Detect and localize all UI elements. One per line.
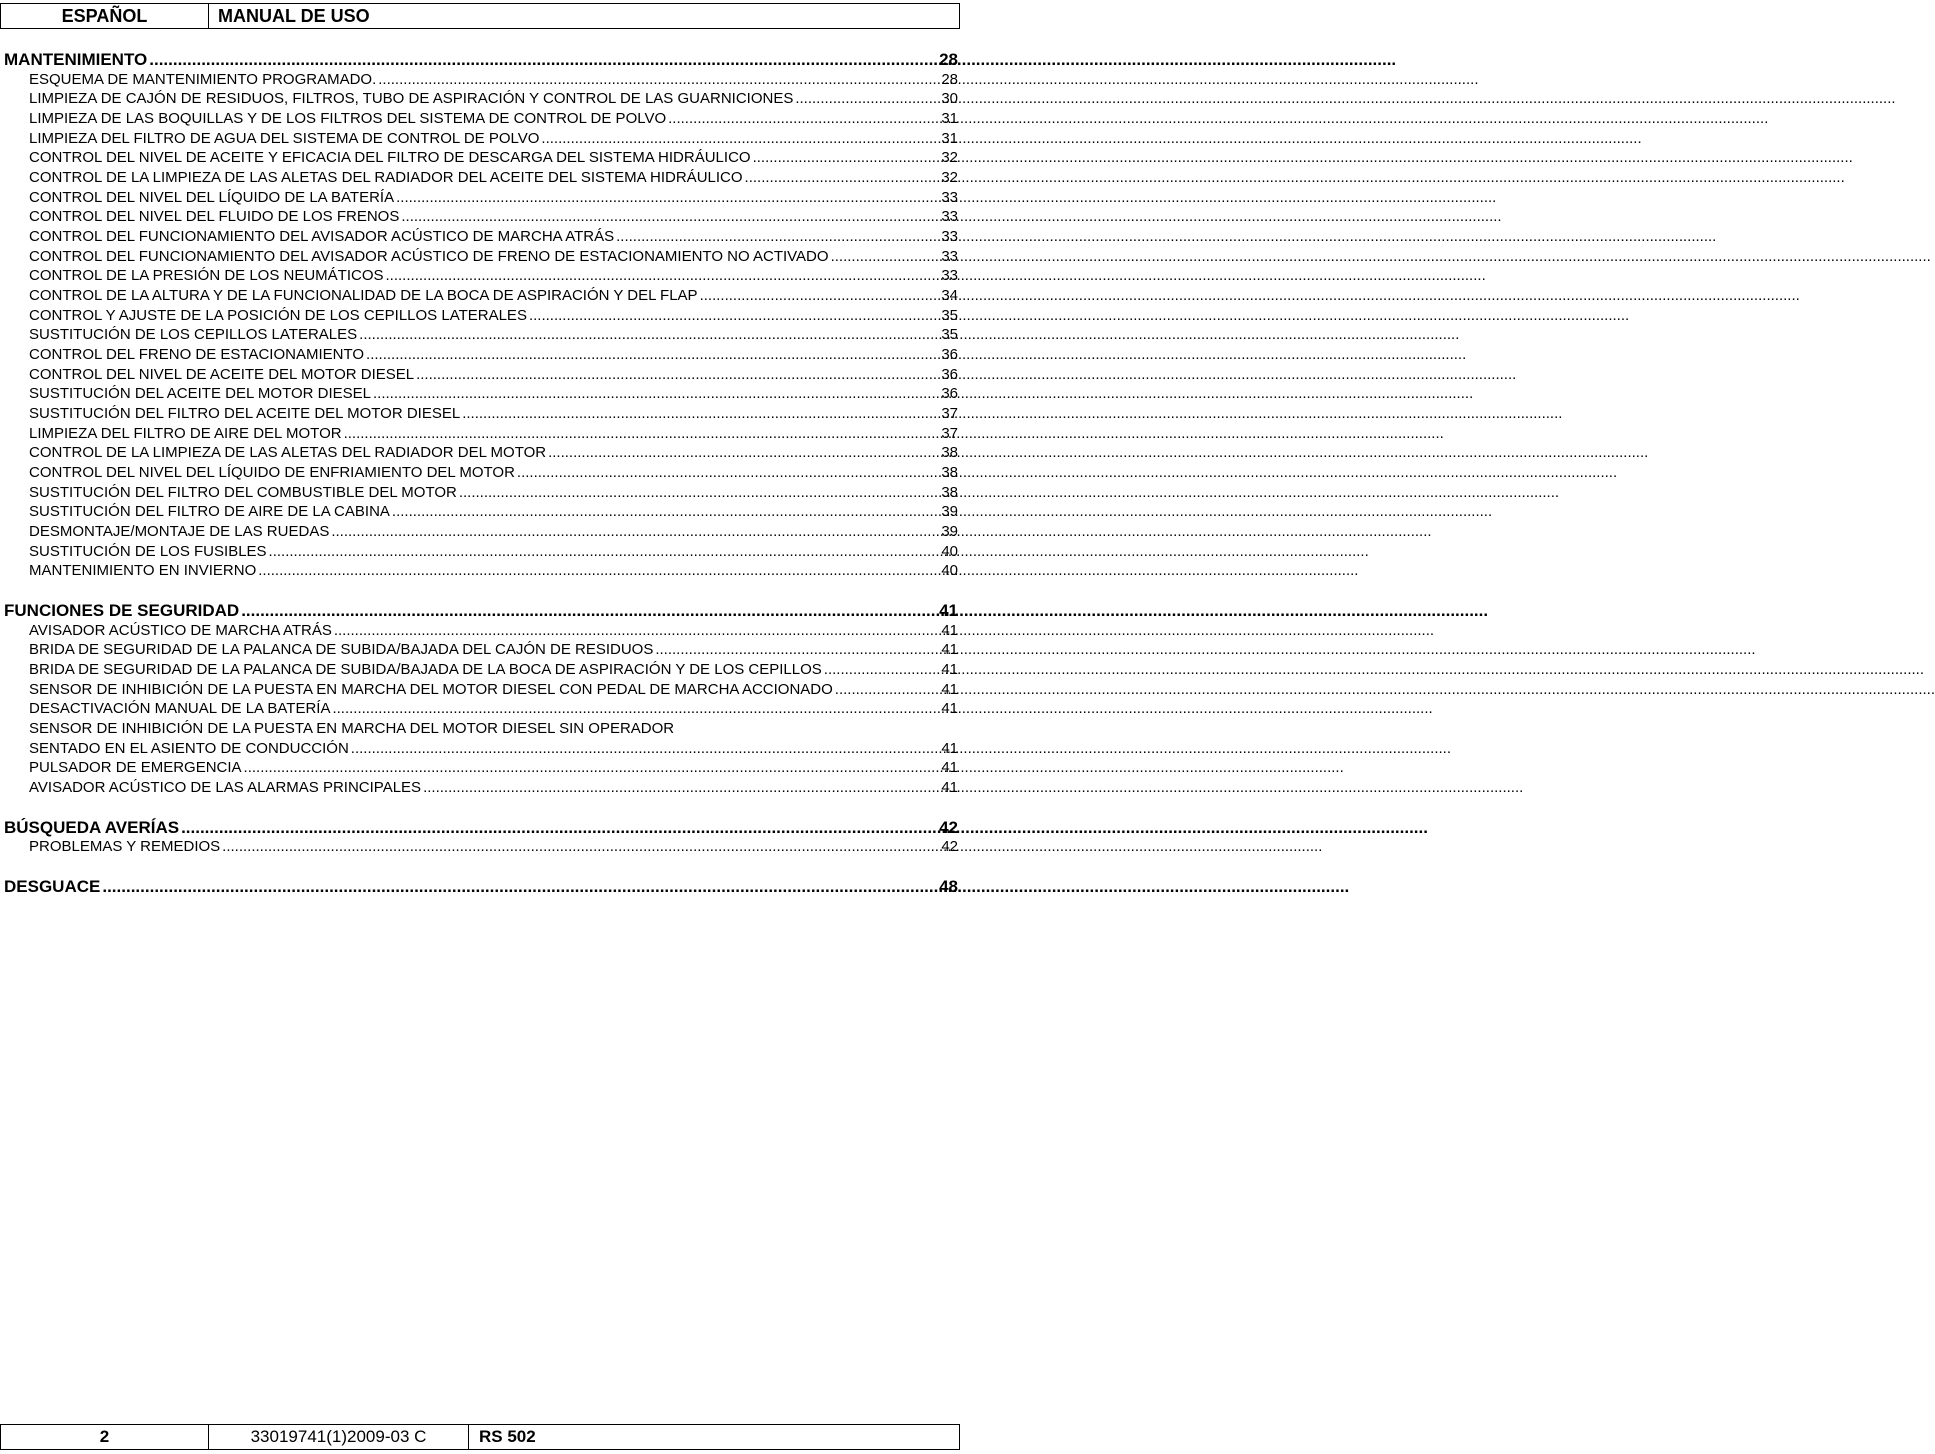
toc-leader-dots bbox=[423, 778, 939, 798]
toc-entry-page: 37 bbox=[941, 424, 958, 442]
toc-leader-dots bbox=[373, 384, 939, 404]
toc-leader-dots bbox=[386, 266, 940, 286]
toc-entry bbox=[29, 129, 958, 149]
toc-entry-label: CONTROL DEL NIVEL DE ACEITE DEL MOTOR DIESEL bbox=[29, 365, 415, 383]
toc-entry-label: DESACTIVACIÓN MANUAL DE LA BATERÍA bbox=[29, 700, 331, 718]
toc-leader-dots bbox=[258, 561, 939, 581]
toc-entry-label: SUSTITUCIÓN DEL FILTRO DE AIRE DE LA CABINA bbox=[29, 503, 390, 521]
toc-entry-page: 41 bbox=[941, 661, 958, 679]
toc-entry-label: CONTROL DEL FUNCIONAMIENTO DEL AVISADOR ACÚSTICO DE FRENO DE ESTACIONAMIENTO NO ACTIVADO bbox=[29, 247, 829, 265]
toc-leader-dots bbox=[517, 463, 939, 483]
toc-entry-label: CONTROL DE LA LIMPIEZA DE LAS ALETAS DEL RADIADOR DEL ACEITE DEL SISTEMA HIDRÁULICO bbox=[29, 169, 743, 187]
toc-entry-page: 41 bbox=[941, 759, 958, 777]
toc-leader-dots bbox=[149, 50, 937, 70]
toc-section-title: BÚSQUEDA AVERÍAS bbox=[4, 817, 180, 837]
toc-leader-dots bbox=[396, 188, 939, 208]
toc-section-heading bbox=[4, 50, 958, 70]
toc-entry bbox=[29, 443, 958, 463]
toc-section-page: 28 bbox=[939, 50, 958, 69]
toc-section-title: MANTENIMIENTO bbox=[4, 50, 148, 69]
toc-entry-label: CONTROL DE LA ALTURA Y DE LA FUNCIONALIDAD DE LA BOCA DE ASPIRACIÓN Y DEL FLAP bbox=[29, 287, 698, 305]
toc-leader-dots bbox=[753, 148, 940, 168]
toc-entry-label: CONTROL DE LA PRESIÓN DE LOS NEUMÁTICOS bbox=[29, 267, 384, 285]
toc-entry-page: 41 bbox=[941, 779, 958, 797]
toc-section-page: 48 bbox=[939, 877, 958, 897]
toc-entry-page: 32 bbox=[941, 149, 958, 167]
toc-section-page: 41 bbox=[939, 601, 958, 621]
toc-entry bbox=[29, 247, 958, 267]
toc-entry-label: LIMPIEZA DE LAS BOQUILLAS Y DE LOS FILTROS DEL SISTEMA DE CONTROL DE POLVO bbox=[29, 110, 667, 127]
toc-leader-dots bbox=[745, 168, 940, 188]
toc-entry-label: SUSTITUCIÓN DEL FILTRO DEL ACEITE DEL MOTOR DIESEL bbox=[29, 405, 461, 423]
toc-entry-page: 41 bbox=[941, 739, 958, 757]
toc-leader-dots bbox=[351, 739, 940, 759]
toc-entry-page: 33 bbox=[941, 188, 958, 206]
toc-leader-dots bbox=[241, 601, 937, 621]
toc-leader-dots bbox=[668, 109, 939, 129]
toc-entry bbox=[29, 522, 958, 542]
toc-leader-dots bbox=[378, 70, 939, 90]
toc-entry bbox=[29, 758, 958, 778]
toc-entry-page: 31 bbox=[941, 129, 958, 147]
toc-entry bbox=[29, 739, 958, 759]
toc-entry bbox=[29, 70, 958, 90]
toc-entry-label: SUSTITUCIÓN DE LOS FUSIBLES bbox=[29, 542, 267, 560]
toc-entry-page: 42 bbox=[941, 838, 958, 856]
footer-page-number: 2 bbox=[0, 1424, 209, 1450]
toc-entry bbox=[29, 699, 958, 719]
toc-section-heading bbox=[4, 818, 958, 838]
toc-entry bbox=[29, 561, 958, 581]
toc-leader-dots bbox=[392, 502, 939, 522]
toc-entry-page: 35 bbox=[941, 306, 958, 324]
toc-entry-page: 31 bbox=[941, 110, 958, 127]
toc-entry-label: SENTADO EN EL ASIENTO DE CONDUCCIÓN bbox=[29, 739, 349, 757]
toc-entry-page: 37 bbox=[941, 405, 958, 423]
toc-entry-page: 39 bbox=[941, 503, 958, 521]
toc-leader-dots bbox=[222, 837, 939, 857]
toc-entry-label: LIMPIEZA DEL FILTRO DE AIRE DEL MOTOR bbox=[29, 424, 342, 442]
footer-document-code: 33019741(1)2009-03 C bbox=[209, 1424, 469, 1450]
toc-entry: SENSOR DE INHIBICIÓN DE LA PUESTA EN MARCHA DEL MOTOR DIESEL SIN OPERADOR bbox=[29, 720, 675, 738]
toc-entry-page: 41 bbox=[941, 641, 958, 659]
toc-entry-page: 40 bbox=[941, 542, 958, 560]
toc-entry-label: MANTENIMIENTO EN INVIERNO bbox=[29, 562, 257, 580]
header-title: MANUAL DE USO bbox=[209, 3, 960, 29]
toc-entry-page: 38 bbox=[941, 444, 958, 462]
toc-entry bbox=[29, 109, 958, 129]
toc-entry-page: 41 bbox=[941, 700, 958, 718]
toc-section-title: FUNCIONES DE SEGURIDAD bbox=[4, 601, 240, 621]
toc-entry-page: 30 bbox=[941, 90, 958, 108]
toc-entry-page: 41 bbox=[941, 621, 958, 639]
toc-entry bbox=[29, 384, 958, 404]
toc-entry-label: SUSTITUCIÓN DEL FILTRO DEL COMBUSTIBLE DEL MOTOR bbox=[29, 483, 457, 501]
toc-section-title: DESGUACE bbox=[4, 877, 101, 897]
toc-entry-label: SUSTITUCIÓN DEL ACEITE DEL MOTOR DIESEL bbox=[29, 385, 372, 403]
toc-leader-dots bbox=[462, 404, 939, 424]
toc-entry bbox=[29, 148, 958, 168]
toc-entry bbox=[29, 325, 958, 345]
toc-leader-dots bbox=[344, 424, 940, 444]
toc-entry bbox=[29, 306, 958, 326]
toc-entry-page: 38 bbox=[941, 464, 958, 482]
toc-entry-label: ESQUEMA DE MANTENIMIENTO PROGRAMADO. bbox=[29, 70, 377, 88]
toc-entry-label: CONTROL DEL NIVEL DEL LÍQUIDO DE LA BATERÍA bbox=[29, 188, 395, 206]
toc-entry-label: AVISADOR ACÚSTICO DE MARCHA ATRÁS bbox=[29, 621, 332, 639]
toc-entry-label: BRIDA DE SEGURIDAD DE LA PALANCA DE SUBIDA/BAJADA DEL CAJÓN DE RESIDUOS bbox=[29, 641, 654, 659]
toc-section-heading bbox=[4, 601, 958, 621]
toc-leader-dots bbox=[359, 325, 939, 345]
toc-leader-dots bbox=[416, 365, 939, 385]
toc-entry-label: CONTROL DEL FRENO DE ESTACIONAMIENTO bbox=[29, 346, 365, 364]
toc-leader-dots bbox=[459, 483, 939, 503]
toc-entry bbox=[29, 168, 958, 188]
toc-leader-dots bbox=[541, 129, 939, 149]
toc-entry-page: 33 bbox=[941, 208, 958, 226]
toc-leader-dots bbox=[824, 660, 940, 680]
toc-entry bbox=[29, 365, 958, 385]
toc-leader-dots bbox=[401, 207, 939, 227]
toc-entry-label: AVISADOR ACÚSTICO DE LAS ALARMAS PRINCIPALES bbox=[29, 779, 422, 797]
toc-leader-dots bbox=[181, 818, 937, 838]
toc-leader-dots bbox=[102, 877, 937, 897]
toc-leader-dots bbox=[529, 306, 939, 326]
toc-leader-dots bbox=[331, 522, 939, 542]
toc-entry-page: 33 bbox=[941, 247, 958, 265]
toc-entry-label: CONTROL DEL NIVEL DE ACEITE Y EFICACIA DEL FILTRO DE DESCARGA DEL SISTEMA HIDRÁULICO bbox=[29, 149, 751, 167]
header-language: ESPAÑOL bbox=[0, 3, 209, 29]
toc-entry-label: CONTROL DEL NIVEL DEL FLUIDO DE LOS FRENOS bbox=[29, 208, 400, 226]
toc-leader-dots bbox=[655, 640, 939, 660]
toc-leader-dots bbox=[366, 345, 939, 365]
toc-entry-page: 36 bbox=[941, 365, 958, 383]
toc-leader-dots bbox=[700, 286, 940, 306]
toc-entry bbox=[29, 188, 958, 208]
toc-entry-page: 34 bbox=[941, 287, 958, 305]
toc-entry-label: SENSOR DE INHIBICIÓN DE LA PUESTA EN MARCHA DEL MOTOR DIESEL CON PEDAL DE MARCHA ACCIONADO bbox=[29, 680, 833, 698]
toc-entry bbox=[29, 837, 958, 857]
toc-entry-label: DESMONTAJE/MONTAJE DE LAS RUEDAS bbox=[29, 523, 330, 541]
toc-entry-page: 36 bbox=[941, 346, 958, 364]
toc-entry-page: 33 bbox=[941, 228, 958, 246]
toc-leader-dots bbox=[332, 699, 939, 719]
toc-entry-label: CONTROL DEL NIVEL DEL LÍQUIDO DE ENFRIAMIENTO DEL MOTOR bbox=[29, 464, 515, 482]
toc-entry bbox=[29, 227, 958, 247]
toc-entry-page: 39 bbox=[941, 523, 958, 541]
toc-entry-label: CONTROL Y AJUSTE DE LA POSICIÓN DE LOS CEPILLOS LATERALES bbox=[29, 306, 527, 324]
toc-entry-page: 36 bbox=[941, 385, 958, 403]
toc-leader-dots bbox=[616, 227, 939, 247]
toc-entry bbox=[29, 640, 958, 660]
toc-entry bbox=[29, 266, 958, 286]
toc-entry-page: 32 bbox=[941, 169, 958, 187]
toc-entry bbox=[29, 502, 958, 522]
page-header bbox=[0, 3, 960, 29]
toc-leader-dots bbox=[334, 621, 939, 641]
toc-entry bbox=[29, 542, 958, 562]
toc-entry-label: PROBLEMAS Y REMEDIOS bbox=[29, 838, 221, 856]
toc-leader-dots bbox=[831, 247, 940, 267]
toc-entry-page: 40 bbox=[941, 562, 958, 580]
toc-entry bbox=[29, 286, 958, 306]
toc-entry-label: BRIDA DE SEGURIDAD DE LA PALANCA DE SUBIDA/BAJADA DE LA BOCA DE ASPIRACIÓN Y DE LOS CEPILLOS bbox=[29, 661, 822, 679]
toc-entry-page: 33 bbox=[941, 267, 958, 285]
toc-leader-dots bbox=[548, 443, 939, 463]
toc-entry bbox=[29, 207, 958, 227]
toc-entry bbox=[29, 404, 958, 424]
toc-entry-page: 28 bbox=[941, 70, 958, 88]
toc-entry-label: CONTROL DEL FUNCIONAMIENTO DEL AVISADOR ACÚSTICO DE MARCHA ATRÁS bbox=[29, 228, 615, 246]
toc-entry bbox=[29, 778, 958, 798]
toc-leader-dots bbox=[795, 89, 939, 109]
toc-entry-label: LIMPIEZA DE CAJÓN DE RESIDUOS, FILTROS, TUBO DE ASPIRACIÓN Y CONTROL DE LAS GUARNICIONES bbox=[29, 90, 794, 108]
toc-entry-label: SUSTITUCIÓN DE LOS CEPILLOS LATERALES bbox=[29, 326, 358, 344]
toc-entry bbox=[29, 680, 958, 700]
toc-entry-label: LIMPIEZA DEL FILTRO DE AGUA DEL SISTEMA DE CONTROL DE POLVO bbox=[29, 129, 540, 147]
toc-entry bbox=[29, 345, 958, 365]
page-footer bbox=[0, 1424, 960, 1450]
toc-entry bbox=[29, 483, 958, 503]
toc-section-heading bbox=[4, 877, 958, 897]
toc-entry-page: 35 bbox=[941, 326, 958, 344]
toc-leader-dots bbox=[835, 680, 940, 700]
toc-section-page: 42 bbox=[939, 817, 958, 837]
toc-entry bbox=[29, 660, 958, 680]
footer-model: RS 502 bbox=[469, 1424, 960, 1450]
toc-entry bbox=[29, 463, 958, 483]
toc-entry bbox=[29, 89, 958, 109]
toc-entry-label: CONTROL DE LA LIMPIEZA DE LAS ALETAS DEL RADIADOR DEL MOTOR bbox=[29, 444, 547, 462]
toc-entry-label: PULSADOR DE EMERGENCIA bbox=[29, 759, 242, 777]
toc-leader-dots bbox=[244, 758, 940, 778]
toc-entry-page: 38 bbox=[941, 483, 958, 501]
toc-entry bbox=[29, 424, 958, 444]
toc-entry-page: 41 bbox=[941, 680, 958, 698]
toc-leader-dots bbox=[269, 542, 940, 562]
toc-entry bbox=[29, 621, 958, 641]
